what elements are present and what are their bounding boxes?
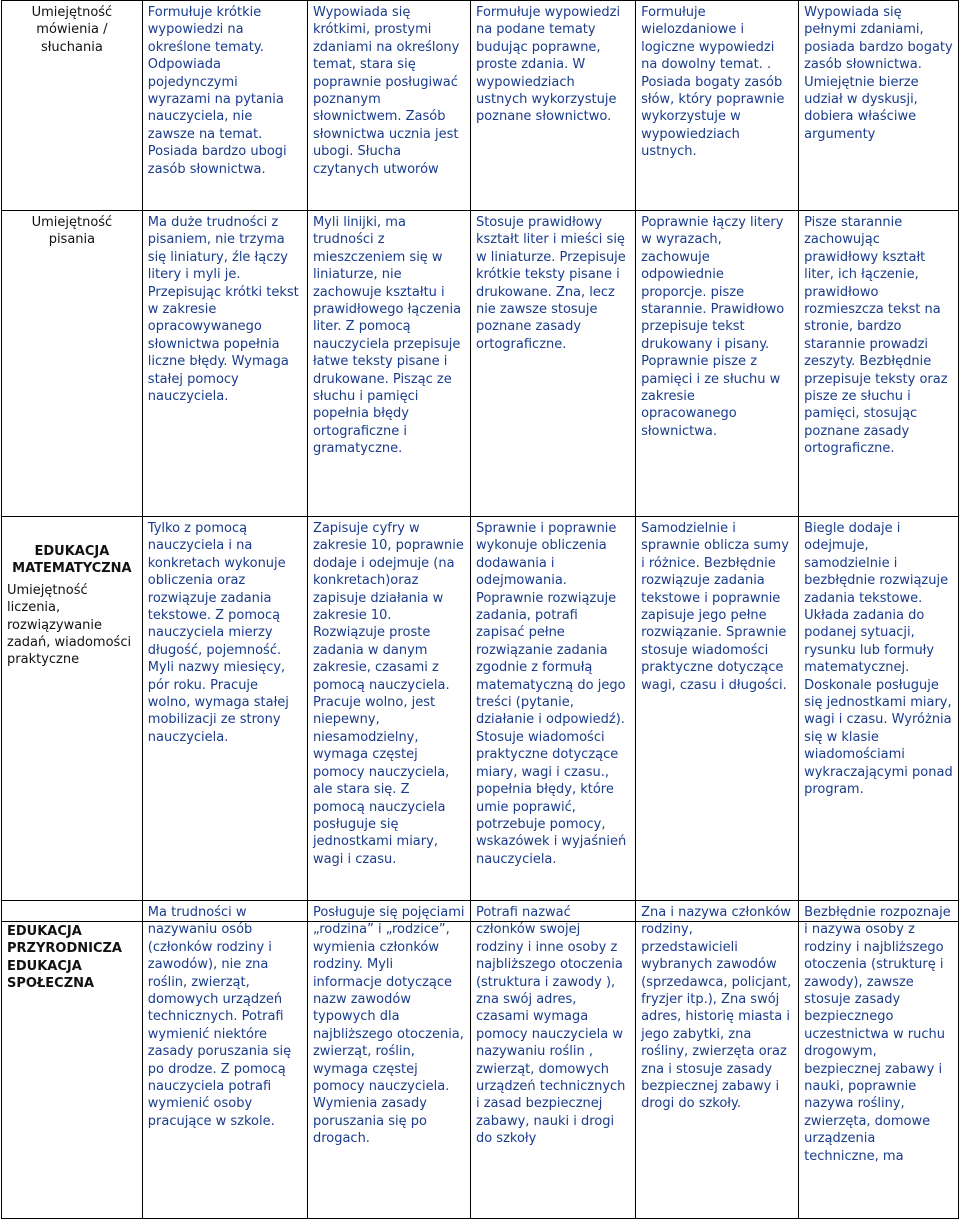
grade-cell-1: Ma trudności w nazywaniu osób (członków rodziny i zawodów), nie zna roślin, zwierząt, domowych urządzeń technicznych. Potrafi wymienić niektóre zasady poruszania się po drodze. Z pomocą nauczyciela potrafi wymienić osoby pracujące w szkole. <box>142 901 307 1219</box>
grade-cell-5: Wypowiada się pełnymi zdaniami, posiada bardzo bogaty zasób słownictwa. Umiejętnie bierze udział w dyskusji, dobiera właściwe argumenty <box>799 1 959 211</box>
grade-cell-2: Wypowiada się krótkimi, prostymi zdaniami na określony temat, stara się poprawnie posługiwać poznanym słownictwem. Zasób słownictwa ucznia jest ubogi. Słucha czytanych utworów <box>307 1 470 211</box>
grade-cell-3: Sprawnie i poprawnie wykonuje obliczenia dodawania i odejmowania. Poprawnie rozwiązuje zadania, potrafi zapisać pełne rozwiązanie zadania zgodnie z formułą matematyczną do jego treści (pytanie, działanie i odpowiedź). Stosuje wiadomości praktyczne dotyczące miary, wagi i czasu., popełnia błędy, które umie poprawić, potrzebuje pomocy, wskazówek i wyjaśnień nauczyciela. <box>470 517 635 922</box>
grade-cell-3: Potrafi nazwać członków swojej rodziny i inne osoby z najbliższego otoczenia (struktura i zawody ), zna swój adres, czasami wymaga pomocy nauczyciela w nazywaniu roślin , zwierząt, domowych urządzeń technicznych i zasad bezpiecznej zabawy, nauki i drogi do szkoły <box>470 901 635 1219</box>
grade-cell-2: Myli linijki, ma trudności z mieszczeniem się w liniaturze, nie zachowuje kształtu i prawidłowego łączenia liter. Z pomocą nauczyciela przepisuje łatwe teksty pisane i drukowane. Pisząc ze słuchu i pamięci popełnia błędy ortograficzne i gramatyczne. <box>307 211 470 517</box>
grade-cell-5: Biegle dodaje i odejmuje, samodzielnie i bezbłędnie rozwiązuje zadania tekstowe. Układa zadania do podanej sytuacji, rysunku lub formuły matematycznej. Doskonale posługuje się jednostkami miary, wagi i czasu. Wyróżnia się w klasie wiadomościami wykraczającymi ponad program. <box>799 517 959 922</box>
table-row <box>2 517 959 922</box>
table-row <box>2 901 959 1219</box>
grade-cell-4: Samodzielnie i sprawnie oblicza sumy i różnice. Bezbłędnie rozwiązuje zadania tekstowe i poprawnie zapisuje jego pełne rozwiązanie. Sprawnie stosuje wiadomości praktyczne dotyczące wagi, czasu i długości. <box>636 517 799 922</box>
table-row <box>2 211 959 517</box>
grade-cell-4: Formułuje wielozdaniowe i logiczne wypowiedzi na dowolny temat. . Posiada bogaty zasób słów, który poprawnie wykorzystuje w wypowiedziach ustnych. <box>636 1 799 211</box>
row-label <box>2 517 143 922</box>
grade-cell-4: Zna i nazywa członków rodziny, przedstawicieli wybranych zawodów (sprzedawca, policjant, fryzjer itp.), Zna swój adres, historię miasta i jego zabytki, zna rośliny, zwierzęta oraz zna i stosuje zasady bezpiecznej zabawy i drogi do szkoły. <box>636 901 799 1219</box>
table-row-math <box>1 516 959 922</box>
row-label <box>2 901 143 1219</box>
grade-cell-1: Formułuje krótkie wypowiedzi na określone tematy. Odpowiada pojedynczymi wyrazami na pytania nauczyciela, nie zawsze na temat. Posiada bardzo ubogi zasób słownictwa. <box>142 1 307 211</box>
grade-cell-5: Bezbłędnie rozpoznaje i nazywa osoby z rodziny i najbliższego otoczenia (strukturę i zawody), zawsze stosuje zasady bezpiecznego uczestnictwa w ruchu drogowym, bezpiecznej zabawy i nauki, poprawnie nazywa rośliny, zwierzęta, domowe urządzenia techniczne, ma <box>799 901 959 1219</box>
grade-cell-5: Pisze starannie zachowując prawidłowy kształt liter, ich łączenie, prawidłowo rozmieszcza tekst na stronie, bardzo starannie prowadzi zeszyty. Bezbłędnie przepisuje teksty oraz pisze ze słuchu i pamięci, stosując poznane zasady ortograficzne. <box>799 211 959 517</box>
table-row-speaking <box>1 0 959 211</box>
grade-cell-3: Stosuje prawidłowy kształt liter i mieści się w liniaturze. Przepisuje krótkie teksty pisane i drukowane. Zna, lecz nie zawsze stosuje poznane zasady ortograficzne. <box>470 211 635 517</box>
grade-cell-4: Poprawnie łączy litery w wyrazach, zachowuje odpowiednie proporcje. pisze starannie. Prawidłowo przepisuje tekst drukowany i pisany. Poprawnie pisze z pamięci i ze słuchu w zakresie opracowanego słownictwa. <box>636 211 799 517</box>
section-heading: EDUKACJA MATEMATYCZNA <box>12 544 132 577</box>
grade-cell-1: Tylko z pomocą nauczyciela i na konkretach wykonuje obliczenia oraz rozwiązuje zadania tekstowe. Z pomocą nauczyciela mierzy długość, pojemność. Myli nazwy miesięcy, pór roku. Pracuje wolno, wymaga stałej mobilizacji ze strony nauczyciela. <box>142 517 307 922</box>
grade-cell-3: Formułuje wypowiedzi na podane tematy budując poprawne, proste zdania. W wypowiedziach ustnych wykorzystuje poznane słownictwo. <box>470 1 635 211</box>
grade-cell-1: Ma duże trudności z pisaniem, nie trzyma się liniatury, źle łączy litery i myli je. Przepisując krótki tekst w zakresie opracowywanego słownictwa popełnia liczne błędy. Wymaga stałej pomocy nauczyciela. <box>142 211 307 517</box>
grade-cell-2: Posługuje się pojęciami „rodzina” i „rodzice”, wymienia członków rodziny. Myli informacje dotyczące nazw zawodów typowych dla najbliższego otoczenia, zwierząt, roślin, wymaga częstej pomocy nauczyciela. Wymienia zasady poruszania się po drogach. <box>307 901 470 1219</box>
section-subheading: Umiejętność liczenia, rozwiązywanie zadań, wiadomości praktyczne <box>7 582 132 668</box>
table-row <box>2 1 959 211</box>
table-row-writing <box>1 210 959 517</box>
row-label: Umiejętność mówienia / słuchania <box>2 1 143 211</box>
grade-cell-2: Zapisuje cyfry w zakresie 10, poprawnie dodaje i odejmuje (na konkretach)oraz zapisuje działania w zakresie 10. Rozwiązuje proste zadania w danym zakresie, czasami z pomocą nauczyciela. Pracuje wolno, jest niepewny, niesamodzielny, wymaga częstej pomocy nauczyciela, ale stara się. Z pomocą nauczyciela posługuje się jednostkami miary, wagi i czasu. <box>307 517 470 922</box>
row-label: Umiejętność pisania <box>2 211 143 517</box>
section-heading: EDUKACJA PRZYRODNICZA EDUKACJA SPOŁECZNA <box>7 924 122 992</box>
table-row-nature-society <box>1 900 959 1219</box>
